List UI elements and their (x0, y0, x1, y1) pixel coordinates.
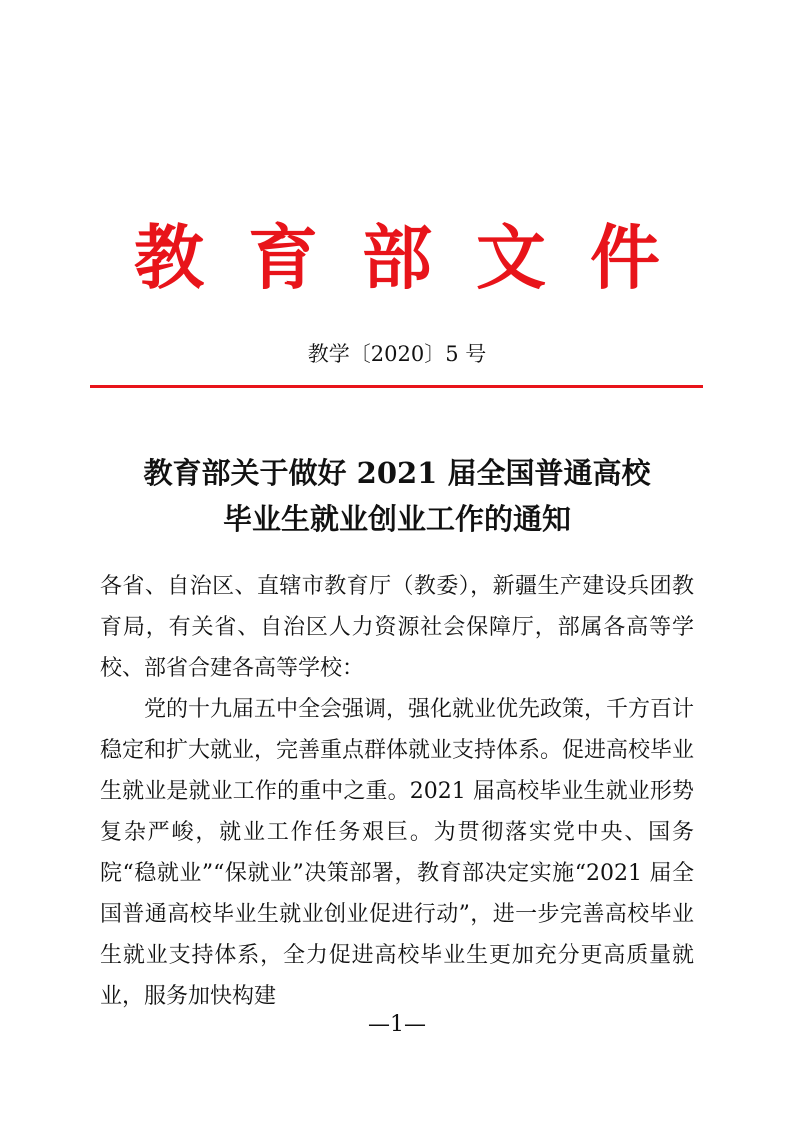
document-number: 教学〔2020〕5 号 (307, 342, 487, 366)
masthead-title: 教育部文件 (134, 216, 704, 299)
masthead (0, 218, 794, 298)
salutation: 各省、自治区、直辖市教育厅（教委），新疆生产建设兵团教育局，有关省、自治区人力资源社会保障厅，部属各高等学校、部省合建各高等学校： (100, 574, 694, 681)
page-number: —1— (368, 1012, 426, 1037)
notice-title (0, 450, 794, 542)
document-body (100, 566, 694, 1017)
notice-title-line-2: 毕业生就业创业工作的通知 (222, 502, 571, 536)
red-separator-line (90, 385, 703, 388)
body-paragraph: 党的十九届五中全会强调，强化就业优先政策，千方百计稳定和扩大就业，完善重点群体就业支持体系。促进高校毕业生就业是就业工作的重中之重。2021 届高校毕业生就业形势复杂严峻，就业工作任务艰巨。为贯彻落实党中央、国务院“稳就业”“保就业”决策部署，教育部决定实施“2021 届全国普通高校毕业生就业创业促进行动”，进一步完善高校毕业生就业支持体系，全力促进高校毕业生更加充分更高质量就业，服务加快构建 (100, 697, 695, 1009)
notice-title-line-1: 教育部关于做好 2021 届全国普通高校 (143, 456, 651, 490)
